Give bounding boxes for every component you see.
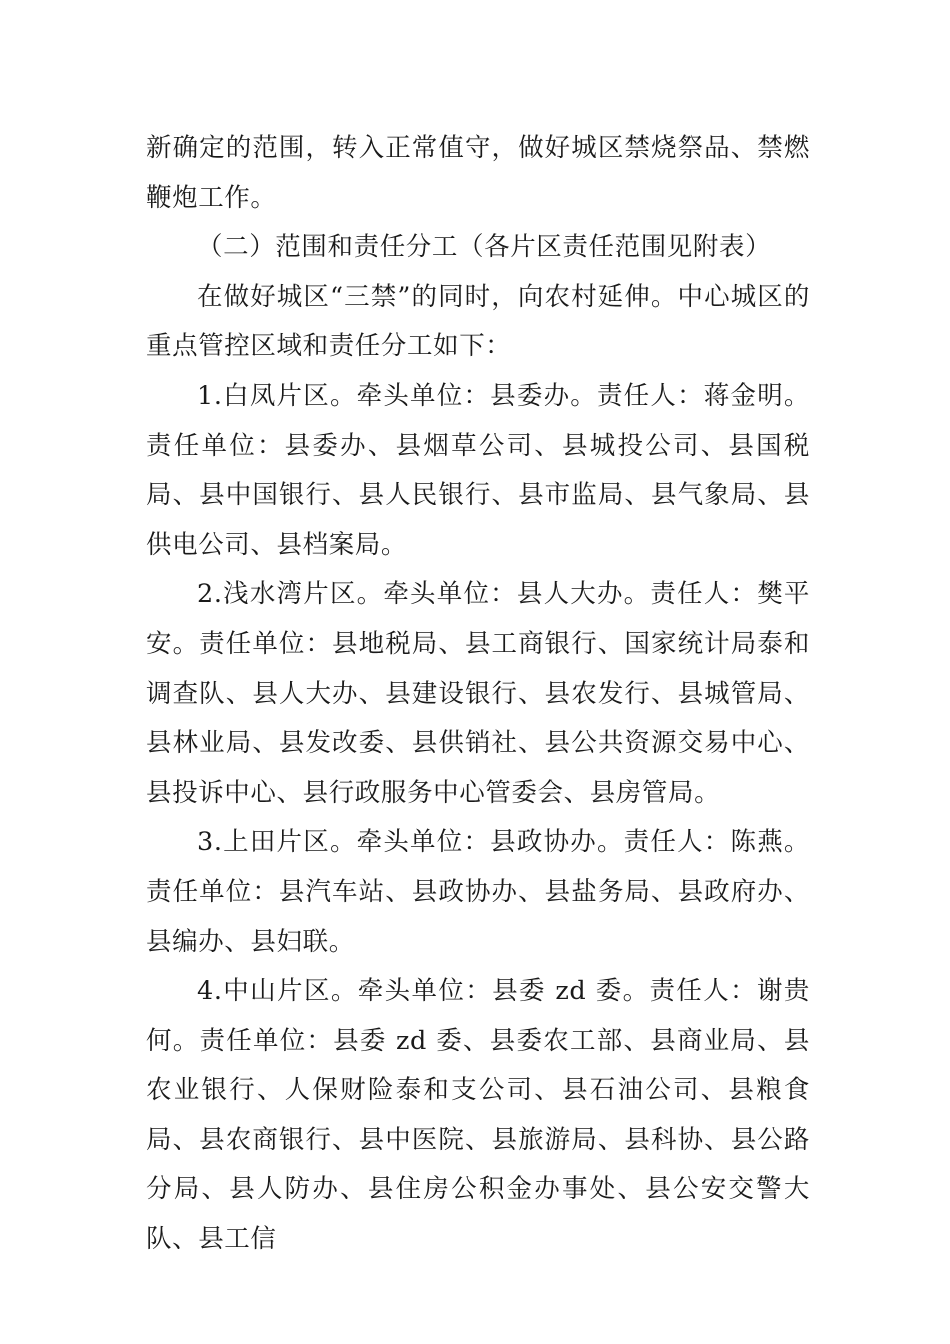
paragraph-district-qianshuiwan: 2.浅水湾片区。牵头单位：县人大办。责任人：樊平安。责任单位：县地税局、县工商银行、国家统计局泰和调查队、县人大办、县建设银行、县农发行、县城管局、县林业局、县发改委、县供销社、县公共资源交易中心、县投诉中心、县行政服务中心管委会、县房管局。 (146, 579, 810, 808)
section-heading-scope-and-responsibility: （二）范围和责任分工（各片区责任范围见附表） (197, 232, 772, 263)
document-body (146, 124, 810, 1265)
paragraph-district-baifeng: 1.白凤片区。牵头单位：县委办。责任人：蒋金明。责任单位：县委办、县烟草公司、县城投公司、县国税局、县中国银行、县人民银行、县市监局、县气象局、县供电公司、县档案局。 (146, 380, 810, 560)
paragraph-district-shangtian: 3.上田片区。牵头单位：县政协办。责任人：陈燕。责任单位：县汽车站、县政协办、县盐务局、县政府办、县编办、县妇联。 (146, 827, 810, 957)
paragraph-district-zhongshan: 4.中山片区。牵头单位：县委 zd 委。责任人：谢贵何。责任单位：县委 zd 委、县委农工部、县商业局、县农业银行、人保财险泰和支公司、县石油公司、县粮食局、县农商银行、县中医院、县旅游局、县科协、县公路分局、县人防办、县住房公积金办事处、县公安交警大队、县工信 (146, 976, 810, 1255)
paragraph-continuation: 新确定的范围，转入正常值守，做好城区禁烧祭品、禁燃鞭炮工作。 (146, 133, 810, 213)
paragraph-intro: 在做好城区“三禁”的同时，向农村延伸。中心城区的重点管控区域和责任分工如下： (146, 281, 810, 362)
